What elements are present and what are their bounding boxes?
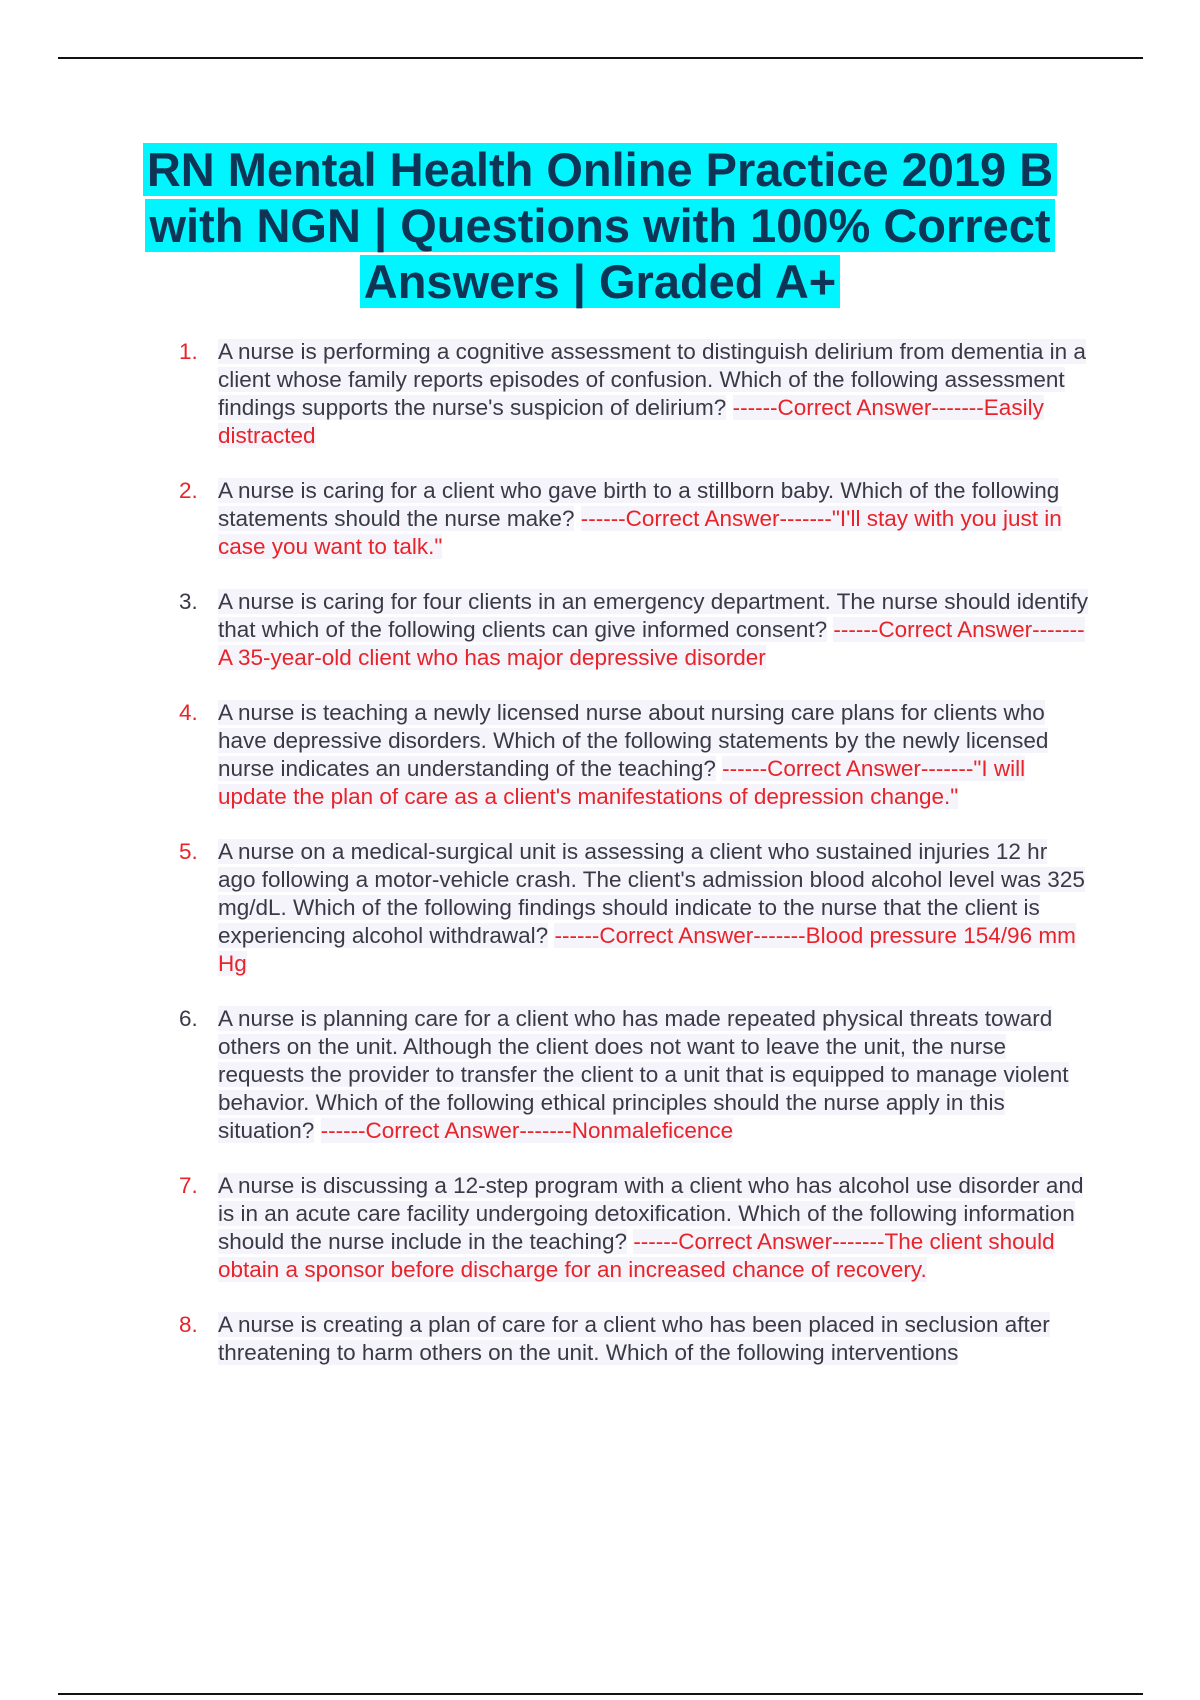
question-text: A nurse is planning care for a client who has made repeated physical threats toward others on the unit. Although the client does not want to leave the unit, the nurse requests the provider to transfer the client to a unit that is equipped to manage violent behavior. Which of the following ethical principles should the nurse apply in this situation? (218, 1006, 1069, 1143)
correct-answer: ------Correct Answer-------"I'll stay with you just in case you want to talk." (218, 506, 1062, 559)
question-item (175, 477, 1090, 561)
correct-answer: ------Correct Answer-------The client should obtain a sponsor before discharge for an increased chance of recovery. (218, 1229, 1055, 1282)
correct-answer: ------Correct Answer-------A 35-year-old client who has major depressive disorder (218, 617, 1085, 670)
question-item (175, 1311, 1090, 1367)
correct-answer: ------Correct Answer-------"I will update the plan of care as a client's manifestations of depression change." (218, 756, 1026, 809)
question-text: A nurse is discussing a 12-step program with a client who has alcohol use disorder and is in an acute care facility undergoing detoxification. Which of the following information should the nurse include in the teaching? (218, 1173, 1084, 1254)
question-item (175, 338, 1090, 450)
question-item (175, 1172, 1090, 1284)
question-list (175, 338, 1090, 1394)
bottom-rule (58, 1693, 1143, 1695)
question-text: A nurse is performing a cognitive assessment to distinguish delirium from dementia in a client whose family reports episodes of confusion. Which of the following assessment findings supports the nurse's suspicion of delirium? (218, 339, 1086, 420)
question-number: 8. (179, 1312, 198, 1337)
correct-answer: ------Correct Answer-------Blood pressure 154/96 mm Hg (218, 923, 1076, 976)
question-text: A nurse is caring for four clients in an emergency department. The nurse should identify that which of the following clients can give informed consent? (218, 589, 1089, 642)
question-text: A nurse is caring for a client who gave birth to a stillborn baby. Which of the following statements should the nurse make? (218, 478, 1060, 531)
question-number: 5. (179, 839, 198, 864)
question-text: A nurse is creating a plan of care for a client who has been placed in seclusion after threatening to harm others on the unit. Which of the following interventions (218, 1312, 1050, 1365)
document-title (120, 142, 1080, 310)
question-item (175, 838, 1090, 978)
question-number: 1. (179, 339, 198, 364)
title-line-2: with NGN | Questions with 100% Correct (145, 199, 1054, 252)
title-line-3: Answers | Graded A+ (360, 255, 840, 308)
title-line-1: RN Mental Health Online Practice 2019 B (143, 143, 1057, 196)
question-number: 7. (179, 1173, 198, 1198)
question-text: A nurse is teaching a newly licensed nurse about nursing care plans for clients who have depressive disorders. Which of the following statements by the newly licensed nurse indicates an understanding of the teaching? (218, 700, 1049, 781)
question-item (175, 588, 1090, 672)
question-item (175, 1005, 1090, 1145)
question-item (175, 699, 1090, 811)
question-number: 4. (179, 700, 198, 725)
correct-answer: ------Correct Answer-------Nonmaleficence (320, 1118, 734, 1143)
question-number: 3. (179, 589, 198, 614)
top-rule (58, 57, 1143, 59)
question-text: A nurse on a medical-surgical unit is assessing a client who sustained injuries 12 hr ago following a motor-vehicle crash. The client's admission blood alcohol level was 325 mg/dL. Which of the following findings should indicate to the nurse that the client is experiencing alcohol withdrawal? (218, 839, 1085, 948)
question-number: 2. (179, 478, 198, 503)
correct-answer: ------Correct Answer-------Easily distracted (218, 395, 1044, 448)
question-number: 6. (179, 1006, 198, 1031)
